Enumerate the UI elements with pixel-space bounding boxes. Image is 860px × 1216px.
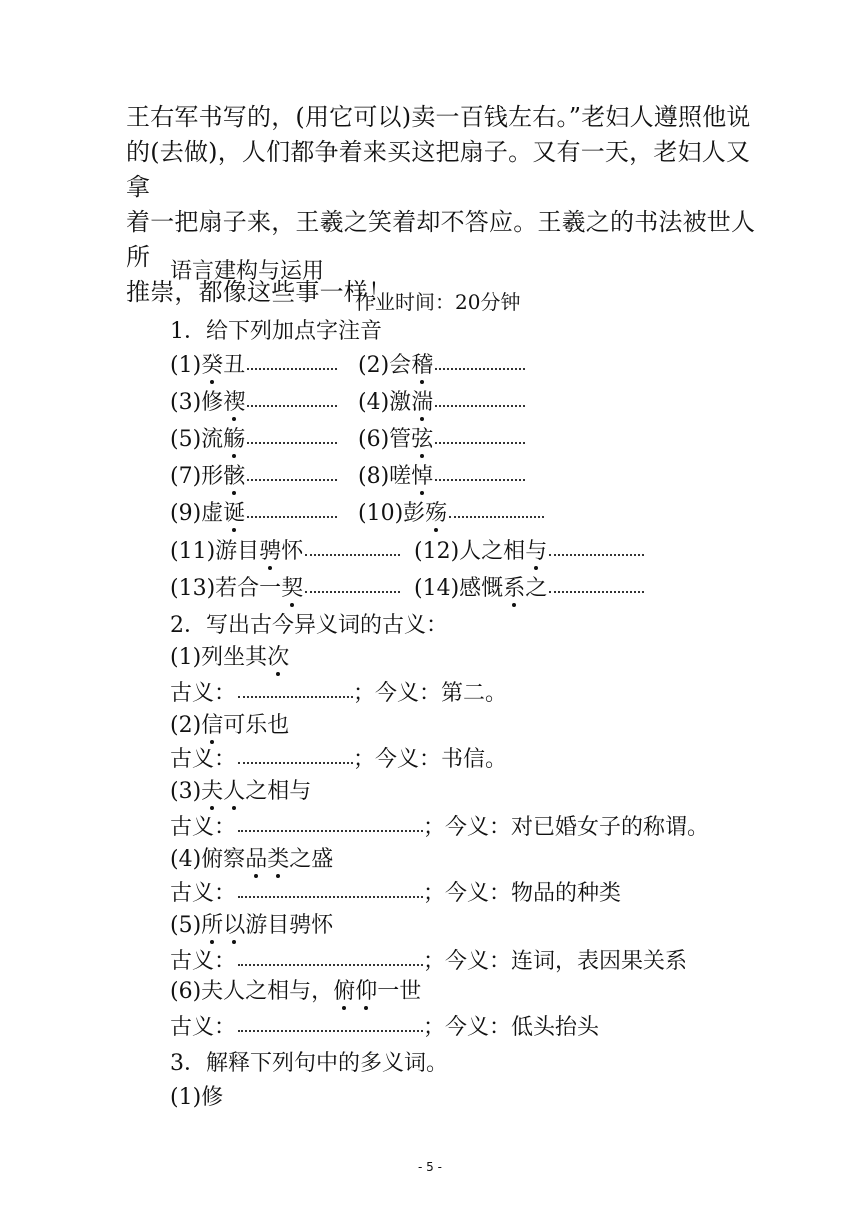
dotted-char: 湍 bbox=[411, 390, 434, 415]
item-text: 形 bbox=[201, 464, 224, 489]
q3-first-item: (1)修 bbox=[170, 1085, 224, 1110]
item-text: 嗟 bbox=[389, 464, 412, 489]
item-text: 流 bbox=[201, 427, 224, 452]
dotted-chars bbox=[411, 390, 433, 415]
gu-label: 古义： bbox=[170, 949, 237, 974]
item-number: (9) bbox=[170, 501, 202, 526]
item-number: (8) bbox=[358, 464, 390, 489]
item-number: (6) bbox=[358, 427, 390, 452]
dotted-char: 类 bbox=[267, 847, 290, 872]
q1-item bbox=[358, 348, 525, 379]
dotted-char: 觞 bbox=[223, 427, 246, 452]
q1-item bbox=[170, 496, 337, 527]
answer-blank[interactable] bbox=[549, 589, 644, 593]
item-text: 之盛 bbox=[289, 847, 334, 872]
dotted-chars bbox=[201, 353, 223, 378]
dotted-chars bbox=[281, 576, 303, 601]
answer-blank[interactable] bbox=[247, 514, 337, 518]
gu-label: 古义： bbox=[170, 747, 237, 772]
answer-blank[interactable] bbox=[247, 440, 337, 444]
q2-answer-line bbox=[170, 676, 507, 707]
q2-sentence bbox=[170, 708, 289, 739]
item-text: 丑 bbox=[223, 353, 246, 378]
answer-blank[interactable] bbox=[238, 760, 353, 764]
item-text: 可乐也 bbox=[223, 713, 290, 738]
answer-blank[interactable] bbox=[238, 828, 423, 832]
q1-item bbox=[358, 422, 525, 453]
dotted-chars bbox=[223, 464, 245, 489]
q2-answer-line bbox=[170, 1010, 599, 1041]
dotted-chars bbox=[223, 390, 245, 415]
gu-label: 古义： bbox=[170, 881, 237, 906]
jin-label: ；今义： bbox=[353, 681, 442, 706]
item-text: 怀 bbox=[281, 539, 304, 564]
dotted-chars bbox=[259, 539, 281, 564]
q1-item bbox=[358, 496, 544, 527]
item-number: (1) bbox=[170, 353, 202, 378]
dotted-char: 与 bbox=[525, 539, 548, 564]
jin-meaning: 第二。 bbox=[441, 681, 508, 706]
item-text: 夫人之相与， bbox=[201, 979, 334, 1004]
dotted-chars bbox=[525, 539, 547, 564]
intro-line: 王右军书写的，(用它可以)卖一百钱左右。”老妇人遵照他说 bbox=[126, 103, 751, 131]
dotted-chars bbox=[411, 427, 433, 452]
dotted-chars bbox=[411, 353, 433, 378]
q1-item bbox=[358, 385, 525, 416]
item-text: 感慨 bbox=[459, 576, 504, 601]
q2-answer-line bbox=[170, 810, 709, 841]
intro-line: 着一把扇子来，王羲之笑着却不答应。王羲之的书法被世人所 bbox=[126, 208, 756, 271]
item-number: (13) bbox=[170, 576, 216, 601]
dotted-char: 夫 bbox=[201, 779, 224, 804]
item-number: (5) bbox=[170, 427, 202, 452]
q1-item bbox=[170, 348, 337, 379]
dotted-char: 禊 bbox=[223, 390, 246, 415]
intro-line: 推崇，都像这些事一样！ bbox=[126, 278, 393, 306]
dotted-chars bbox=[425, 501, 447, 526]
jin-label: ；今义： bbox=[423, 1015, 512, 1040]
q1-item bbox=[170, 385, 337, 416]
dotted-chars bbox=[267, 645, 289, 670]
dotted-char: 诞 bbox=[223, 501, 246, 526]
q1-item bbox=[170, 571, 400, 602]
dotted-chars bbox=[201, 913, 245, 938]
item-number: (3) bbox=[170, 390, 202, 415]
item-number: (11) bbox=[170, 539, 216, 564]
jin-meaning: 物品的种类 bbox=[511, 881, 622, 906]
q2-sentence bbox=[170, 774, 311, 805]
item-number: (1) bbox=[170, 645, 202, 670]
page-number: - 5 - bbox=[418, 1160, 442, 1174]
q1-title: 1．给下列加点字注音 bbox=[170, 319, 382, 344]
answer-blank[interactable] bbox=[435, 403, 525, 407]
q1-item bbox=[170, 422, 337, 453]
dotted-chars bbox=[411, 464, 433, 489]
dotted-char: 人 bbox=[223, 779, 246, 804]
answer-blank[interactable] bbox=[549, 552, 644, 556]
item-text: 俯察 bbox=[201, 847, 246, 872]
dotted-char: 俯 bbox=[333, 979, 356, 1004]
q2-title: 2．写出古今异义词的古义： bbox=[170, 613, 448, 638]
item-number: (6) bbox=[170, 979, 202, 1004]
item-text: 管 bbox=[389, 427, 412, 452]
q1-item bbox=[170, 534, 400, 565]
answer-blank[interactable] bbox=[247, 477, 337, 481]
dotted-char: 癸 bbox=[201, 353, 224, 378]
q1-item bbox=[358, 459, 525, 490]
q2-sentence bbox=[170, 842, 333, 873]
item-text: 之相与 bbox=[245, 779, 312, 804]
gu-label: 古义： bbox=[170, 815, 237, 840]
answer-blank[interactable] bbox=[238, 894, 423, 898]
item-number: (4) bbox=[358, 390, 390, 415]
q2-sentence bbox=[170, 974, 421, 1005]
dotted-chars bbox=[245, 847, 289, 872]
section-title: 语言建构与运用 bbox=[170, 259, 325, 284]
q3-title: 3．解释下列句中的多义词。 bbox=[170, 1051, 448, 1076]
q1-item bbox=[414, 571, 644, 602]
answer-blank[interactable] bbox=[247, 403, 337, 407]
dotted-chars bbox=[333, 979, 377, 1004]
dotted-char: 信 bbox=[201, 713, 224, 738]
item-number: (2) bbox=[170, 713, 202, 738]
jin-meaning: 对已婚女子的称谓。 bbox=[511, 815, 710, 840]
dotted-char: 悼 bbox=[411, 464, 434, 489]
item-text: 人之相 bbox=[459, 539, 526, 564]
item-number: (2) bbox=[358, 353, 390, 378]
item-number: (7) bbox=[170, 464, 202, 489]
jin-label: ；今义： bbox=[423, 815, 512, 840]
item-text: 虚 bbox=[201, 501, 224, 526]
item-number: (12) bbox=[414, 539, 460, 564]
jin-meaning: 低头抬头 bbox=[511, 1015, 600, 1040]
answer-blank[interactable] bbox=[435, 477, 525, 481]
q1-item bbox=[414, 534, 644, 565]
item-number: (3) bbox=[170, 779, 202, 804]
answer-blank[interactable] bbox=[238, 1028, 423, 1032]
dotted-char: 弦 bbox=[411, 427, 434, 452]
item-text: 游目骋怀 bbox=[245, 913, 334, 938]
intro-line: 的(去做)，人们都争着来买这把扇子。又有一天，老妇人又拿 bbox=[126, 138, 751, 201]
answer-blank[interactable] bbox=[305, 589, 400, 593]
dotted-char: 所 bbox=[201, 913, 224, 938]
gu-label: 古义： bbox=[170, 681, 237, 706]
answer-blank[interactable] bbox=[247, 366, 337, 370]
dotted-char: 系 bbox=[503, 576, 526, 601]
dotted-chars bbox=[201, 713, 223, 738]
dotted-char: 以 bbox=[223, 913, 246, 938]
q2-sentence bbox=[170, 908, 333, 939]
dotted-chars bbox=[223, 501, 245, 526]
dotted-chars bbox=[223, 427, 245, 452]
q2-answer-line bbox=[170, 944, 687, 975]
dotted-char: 契 bbox=[281, 576, 304, 601]
gu-label: 古义： bbox=[170, 1015, 237, 1040]
item-number: (10) bbox=[358, 501, 404, 526]
item-text: 之 bbox=[525, 576, 548, 601]
jin-label: ；今义： bbox=[353, 747, 442, 772]
answer-blank[interactable] bbox=[435, 366, 525, 370]
dotted-chars bbox=[503, 576, 525, 601]
dotted-char: 稽 bbox=[411, 353, 434, 378]
answer-blank[interactable] bbox=[238, 694, 353, 698]
item-text: 修 bbox=[201, 390, 224, 415]
answer-blank[interactable] bbox=[305, 552, 400, 556]
answer-blank[interactable] bbox=[449, 514, 544, 518]
answer-blank[interactable] bbox=[238, 962, 423, 966]
time-note: 作业时间：20分钟 bbox=[355, 290, 521, 314]
item-number: (4) bbox=[170, 847, 202, 872]
q2-sentence bbox=[170, 640, 289, 671]
item-text: 彭 bbox=[403, 501, 426, 526]
dotted-chars bbox=[201, 779, 245, 804]
q2-answer-line bbox=[170, 876, 621, 907]
item-text: 一世 bbox=[377, 979, 422, 1004]
dotted-char: 殇 bbox=[425, 501, 448, 526]
item-number: (14) bbox=[414, 576, 460, 601]
item-text: 激 bbox=[389, 390, 412, 415]
dotted-char: 骋 bbox=[259, 539, 282, 564]
item-text: 列坐其 bbox=[201, 645, 268, 670]
q1-item bbox=[170, 459, 337, 490]
item-text: 会 bbox=[389, 353, 412, 378]
dotted-char: 品 bbox=[245, 847, 268, 872]
answer-blank[interactable] bbox=[435, 440, 525, 444]
jin-meaning: 连词，表因果关系 bbox=[511, 949, 688, 974]
item-text: 若合一 bbox=[215, 576, 282, 601]
jin-label: ；今义： bbox=[423, 881, 512, 906]
q2-answer-line bbox=[170, 742, 507, 773]
jin-meaning: 书信。 bbox=[441, 747, 508, 772]
dotted-char: 骸 bbox=[223, 464, 246, 489]
dotted-char: 仰 bbox=[355, 979, 378, 1004]
item-number: (5) bbox=[170, 913, 202, 938]
dotted-char: 次 bbox=[267, 645, 290, 670]
jin-label: ；今义： bbox=[423, 949, 512, 974]
item-text: 游目 bbox=[215, 539, 260, 564]
